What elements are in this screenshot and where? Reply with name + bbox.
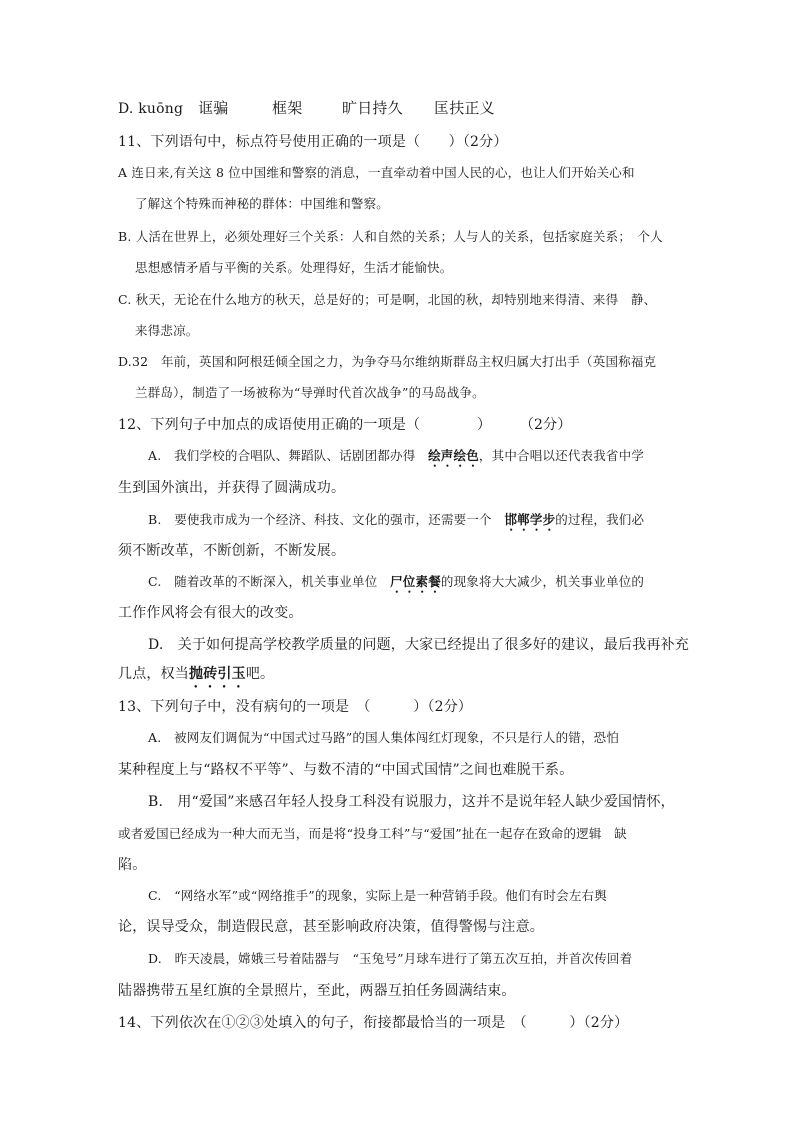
q13-option-d-line2: 陆器携带五星红旗的全景照片，至此，两器互拍任务圆满结束。 xyxy=(118,983,516,999)
q13-option-c-line1: C. “网络水军”或“网络推手”的现象，实际上是一种营销手段。他们有时会左右舆 xyxy=(148,888,607,903)
q11-option-b-line2: 思想感情矛盾与平衡的关系。处理得好，生活才能愉快。 xyxy=(135,260,453,275)
q11-option-b-line1: B. 人活在世界上，必须处理好三个关系：人和自然的关系；人与人的关系，包括家庭关系； 个人 xyxy=(118,229,663,244)
q13-option-b-line3: 陷。 xyxy=(118,857,147,873)
q12-option-a-text-end: ，其中合唱以还代表我省中学 xyxy=(478,448,645,463)
q12-stem: 12、下列句子中加点的成语使用正确的一项是（ ） （2分） xyxy=(118,417,572,433)
q12-option-a-line1 xyxy=(148,446,644,470)
q10-word-2: 框架 xyxy=(272,99,303,117)
q11-option-d-line1: D.32 年前，英国和阿根廷倾全国之力，为争夺马尔维纳斯群岛主权归属大打出手（英国称福克 xyxy=(118,354,657,369)
q13-option-b-line1: B. 用“爱国”来感召年轻人投身工科没有说服力，这并不是说年轻人缺少爱国情怀， xyxy=(148,794,675,810)
q10-word-4: 匡扶正义 xyxy=(434,99,495,117)
q10-option-d xyxy=(118,98,495,119)
q12-option-a-line2: 生到国外演出，并获得了圆满成功。 xyxy=(118,480,346,496)
q12-option-d-line1: D. 关于如何提高学校教学质量的问题，大家已经提出了很多好的建议，最后我再补充 xyxy=(148,637,689,653)
q12-option-b-line1 xyxy=(148,510,644,534)
q12-option-d-text: 几点，权当 xyxy=(118,666,189,682)
q12-option-c-idiom: 尸位素餐 xyxy=(390,574,441,589)
q12-option-b-idiom: 邯郸学步 xyxy=(504,512,556,527)
q12-option-d-line2 xyxy=(118,664,274,691)
q11-option-d-line2: 兰群岛），制造了一场被称为“导弹时代首次战争”的马岛战争。 xyxy=(135,385,485,400)
q12-option-d-text-end: 吧。 xyxy=(245,666,275,682)
q11-option-c-line2: 来得悲凉。 xyxy=(135,323,199,338)
q12-option-b-text: B. 要使我市成为一个经济、科技、文化的强市，还需要一个 xyxy=(148,512,505,527)
q10-option-d-label: D. kuōng xyxy=(118,101,184,117)
q12-option-c-line2: 工作作风将会有很大的改变。 xyxy=(118,605,303,621)
q11-option-a-line2: 了解这个特殊而神秘的群体：中国维和警察。 xyxy=(135,196,390,211)
q12-option-a-text: A. 我们学校的合唱队、舞蹈队、话剧团都办得 xyxy=(148,448,429,463)
q12-option-c-text-end: 的现象将大大减少，机关事业单位的 xyxy=(440,574,645,589)
q13-option-a-line2: 某种程度上与“路权不平等”、与数不清的“中国式国情”之间也难脱干系。 xyxy=(118,762,574,778)
q10-word-1: 诓骗 xyxy=(198,99,229,117)
q12-option-c-text: C. 随着改革的不断深入，机关事业单位 xyxy=(148,574,391,589)
q13-option-d-line1: D. 昨天凌晨，嫦娥三号着陆器与 “玉兔号”月球车进行了第五次互拍，并首次传回着 xyxy=(148,951,633,966)
q11-option-a-line1: A 连日来,有关这 8 位中国维和警察的消息，一直牵动着中国人民的心，也让人们开始关心和 xyxy=(118,165,635,180)
q13-option-c-line2: 论，误导受众，制造假民意，甚至影响政府决策，值得警惕与注意。 xyxy=(118,919,544,935)
q10-word-3: 旷日持久 xyxy=(342,99,403,117)
q11-option-c-line1: C. 秋天，无论在什么地方的秋天，总是好的；可是啊，北国的秋，却特别地来得清、来得 静、 xyxy=(118,292,657,307)
q12-option-b-line2: 须不断改革，不断创新，不断发展。 xyxy=(118,543,346,559)
q14-stem: 14、下列依次在①②③处填入的句子，衔接都最恰当的一项是 （ ）（2分） xyxy=(118,1015,629,1031)
q13-stem: 13、下列句子中，没有病句的一项是 （ ）（2分） xyxy=(118,699,473,715)
q12-option-a-idiom: 绘声绘色 xyxy=(428,448,479,463)
q12-option-c-line1 xyxy=(148,572,644,596)
q13-option-a-line1: A. 被网友们调侃为“中国式过马路”的国人集体闯红灯现象，不只是行人的错，恐怕 xyxy=(148,730,620,745)
q12-option-b-text-end: 的过程，我们必 xyxy=(555,512,645,527)
q12-option-d-idiom: 抛砖引玉 xyxy=(189,666,246,682)
q13-option-b-line2: 或者爱国已经成为一种大而无当，而是将“投身工科”与“爱国”扯在一起存在致命的逻辑 缺 xyxy=(118,826,627,841)
q11-stem: 11、下列语句中，标点符号使用正确的一项是（ ）（2分） xyxy=(118,134,508,150)
